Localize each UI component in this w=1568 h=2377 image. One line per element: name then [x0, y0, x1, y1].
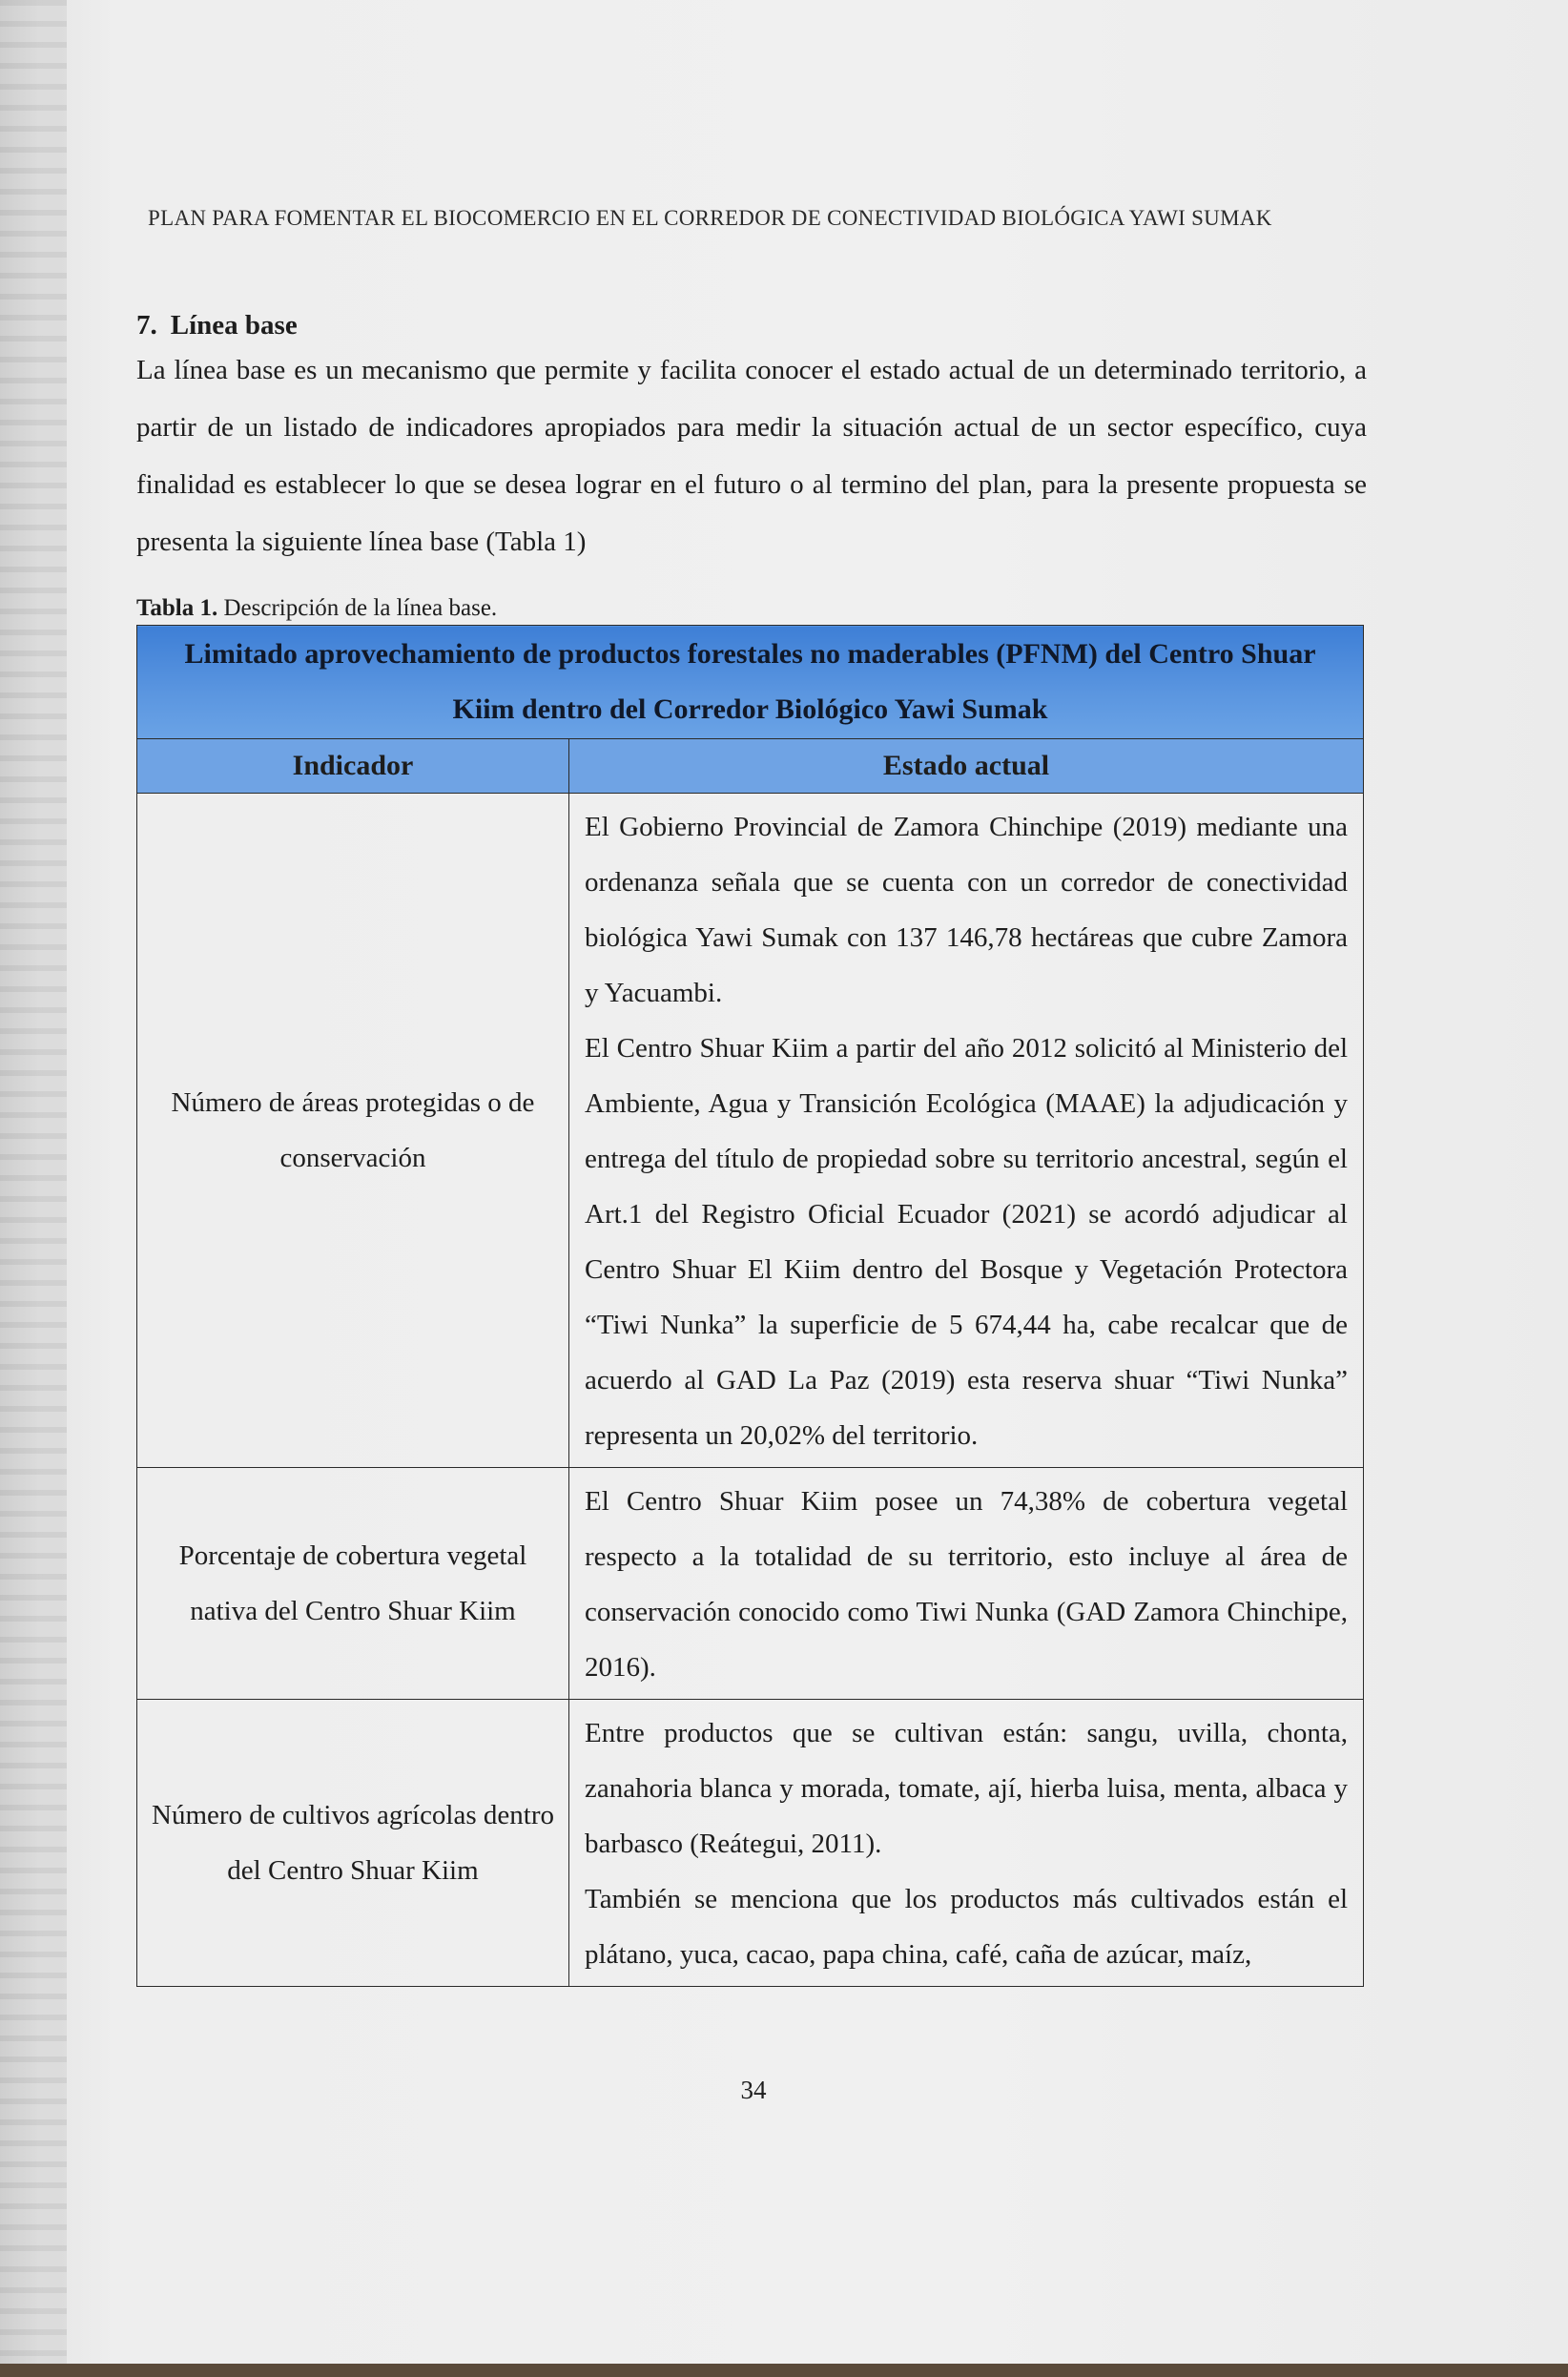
page-binding-shadow [0, 0, 67, 2377]
table-row [137, 1468, 1364, 1700]
page-bottom-edge [0, 2364, 1568, 2377]
section-heading [136, 310, 298, 341]
state-cell [569, 1468, 1364, 1700]
indicator-cell: Porcentaje de cobertura vegetal nativa del Centro Shuar Kiim [137, 1468, 569, 1700]
table-row [137, 1700, 1364, 1987]
state-paragraph: El Centro Shuar Kiim a partir del año 2012 solicitó al Ministerio del Ambiente, Agua y Transición Ecológica (MAAE) la adjudicación y entrega del título de propiedad sobre su territorio ancestral, según el Art.1 del Registro Oficial Ecuador (2021) se acordó adjudicar al Centro Shuar El Kiim dentro del Bosque y Vegetación Protectora “Tiwi Nunka” la superficie de 5 674,44 ha, cabe recalcar que de acuerdo al GAD La Paz (2019) esta reserva shuar “Tiwi Nunka” representa un 20,02% del territorio. [585, 1033, 1348, 1451]
section-number: 7. [136, 310, 157, 341]
indicator-cell: Número de áreas protegidas o de conservación [137, 794, 569, 1468]
running-header: PLAN PARA FOMENTAR EL BIOCOMERCIO EN EL CORREDOR DE CONECTIVIDAD BIOLÓGICA YAWI SUMAK [148, 206, 1272, 230]
section-title: Línea base [170, 310, 298, 341]
state-cell [569, 794, 1364, 1468]
state-paragraph: Entre productos que se cultivan están: sangu, uvilla, chonta, zanahoria blanca y morada, tomate, ají, hierba luisa, menta, albaca y barbasco (Reátegui, 2011). [585, 1718, 1348, 1859]
table-title: Limitado aprovechamiento de productos forestales no maderables (PFNM) del Centro Shuar Kiim dentro del Corredor Biológico Yawi Sumak [137, 626, 1364, 739]
table-row [137, 794, 1364, 1468]
state-cell [569, 1700, 1364, 1987]
header-indicator: Indicador [137, 739, 569, 794]
state-paragraph: El Gobierno Provincial de Zamora Chinchipe (2019) mediante una ordenanza señala que se cuenta con un corredor de conectividad biológica Yawi Sumak con 137 146,78 hectáreas que cubre Zamora y Yacuambi. [585, 812, 1348, 1008]
table-caption [136, 595, 497, 622]
table-header-row [137, 739, 1364, 794]
indicator-cell: Número de cultivos agrícolas dentro del Centro Shuar Kiim [137, 1700, 569, 1987]
page-number: 34 [740, 2076, 767, 2104]
table-title-row [137, 626, 1364, 739]
state-paragraph: También se menciona que los productos más cultivados están el plátano, yuca, cacao, papa china, café, caña de azúcar, maíz, [585, 1884, 1348, 1970]
baseline-table [136, 625, 1364, 1987]
header-estado-actual: Estado actual [569, 739, 1364, 794]
state-paragraph: El Centro Shuar Kiim posee un 74,38% de cobertura vegetal respecto a la totalidad de su territorio, esto incluye al área de conservación conocido como Tiwi Nunka (GAD Zamora Chinchipe, 2016). [585, 1486, 1348, 1683]
table-caption-label: Tabla 1. [136, 595, 218, 621]
intro-paragraph: La línea base es un mecanismo que permite y facilita conocer el estado actual de un determinado territorio, a partir de un listado de indicadores apropiados para medir la situación actual de un sector específico, cuya finalidad es establecer lo que se desea lograr en el futuro o al termino del plan, para la presente propuesta se presenta la siguiente línea base (Tabla 1) [136, 355, 1367, 557]
table-caption-text: Descripción de la línea base. [223, 595, 498, 621]
